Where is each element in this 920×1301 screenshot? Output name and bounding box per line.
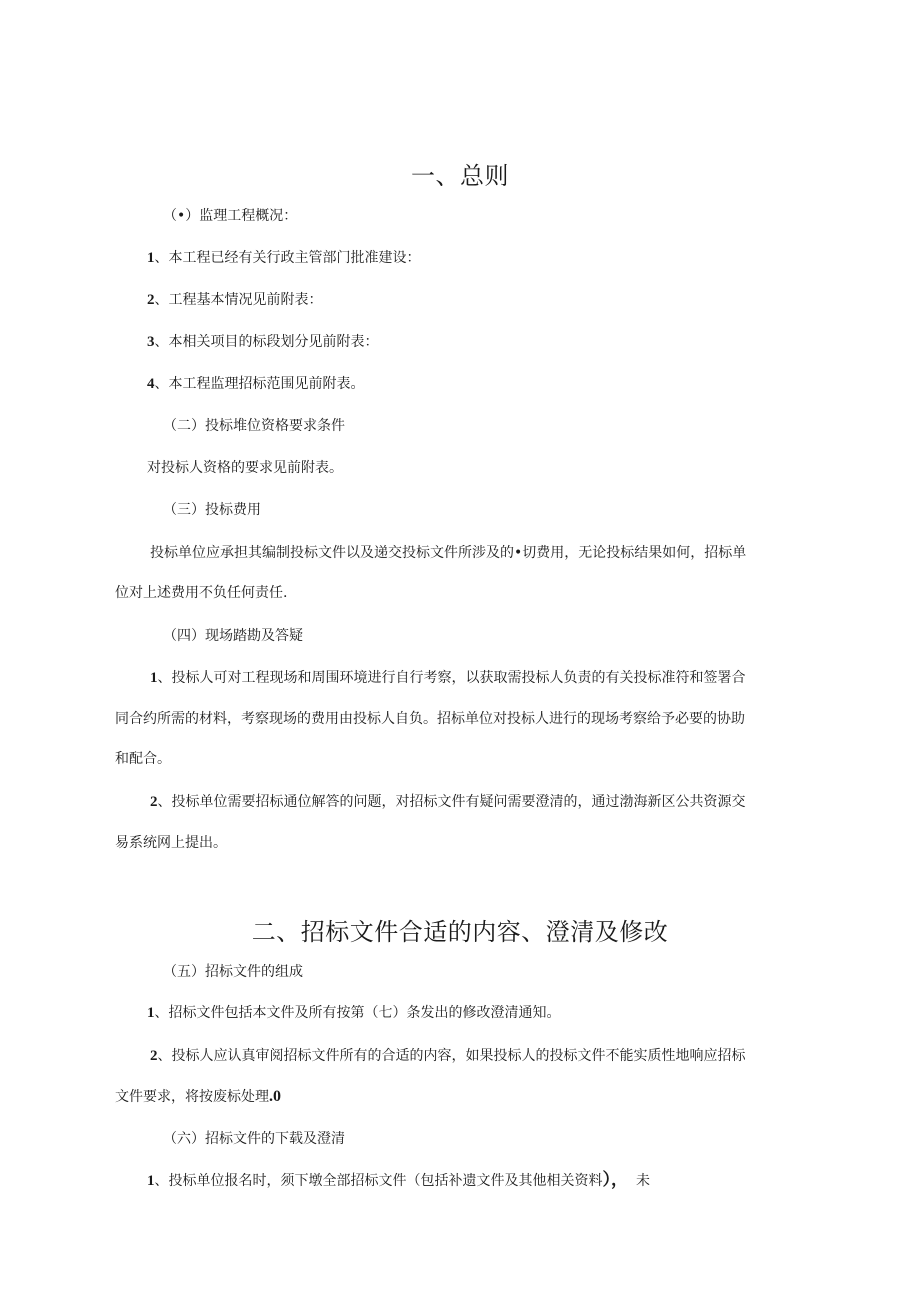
list-item	[147, 374, 365, 394]
paragraph-line	[115, 1087, 281, 1107]
section-2-title: 二、招标文件合适的内容、澄清及修改	[251, 918, 669, 946]
list-item	[147, 1170, 650, 1191]
paragraph-line	[150, 792, 746, 812]
item-number: 1	[147, 250, 155, 266]
paragraph-line: 易系统网上提出。	[115, 835, 227, 851]
subsection-2-heading: （二）投标堆位资格要求条件	[163, 418, 345, 434]
item-tail: ），	[602, 1170, 628, 1189]
item-text: 、本工程监理招标范围见前附表。	[154, 376, 365, 392]
item-number: 1	[150, 670, 158, 686]
subsection-3-heading: （三）投标费用	[163, 502, 261, 518]
item-text: 、本工程已经有关行政主管部门批准建设：	[154, 250, 421, 266]
item-tail: .0	[269, 1088, 281, 1105]
paragraph-line: 和配合。	[115, 751, 171, 767]
subsection-6-heading: （六）招标文件的下载及澄清	[163, 1131, 345, 1147]
subsection-2-text: 对投标人资格的要求见前附表。	[147, 460, 343, 476]
section-1-title: 一、总则	[411, 162, 509, 190]
item-text: 、投标人应认真审阅招标文件所有的合适的内容，如果投标人的投标文件不能实质性地响应招标	[157, 1048, 746, 1064]
list-item	[147, 290, 323, 310]
paragraph-line	[150, 1046, 746, 1066]
paragraph-line: 投标单位应承担其编制投标文件以及递交投标文件所涉及的•切费用，无论投标结果如何，招标单	[150, 545, 747, 561]
item-number: 2	[150, 794, 158, 810]
list-item	[147, 332, 379, 352]
subsection-5-heading: （五）招标文件的组成	[163, 964, 303, 980]
item-number: 1	[147, 1173, 155, 1189]
item-number: 2	[147, 292, 155, 308]
item-text: 、投标单位需要招标通位解答的问题，对招标文件有疑问需要澄清的，通过渤海新区公共资源交	[157, 794, 746, 810]
item-text: 文件要求，将按废标处理	[115, 1089, 269, 1105]
paragraph-line	[150, 668, 746, 688]
subsection-4-heading: （四）现场踏勘及答疑	[163, 628, 303, 644]
item-number: 1	[147, 1005, 155, 1021]
subsection-1-heading: （•）监理工程概况：	[163, 208, 298, 224]
paragraph-line: 位对上述费用不负任何责任.	[115, 585, 288, 601]
item-text: 、工程基本情况见前附表：	[154, 292, 323, 308]
item-text: 、投标单位报名时，须下墩全部招标文件（包括补遗文件及其他相关资料	[154, 1173, 603, 1189]
item-text: 、本相关项目的标段划分见前附表：	[154, 334, 379, 350]
item-text: 、招标文件包括本文件及所有按第（七）条发出的修改澄清通知。	[154, 1005, 561, 1021]
list-item	[147, 248, 421, 268]
item-end: 未	[636, 1173, 650, 1189]
item-text: 、投标人可对工程现场和周围环境进行自行考察，以获取需投标人负责的有关投标准符和签署合	[157, 670, 746, 686]
item-number: 2	[150, 1048, 158, 1064]
item-number: 3	[147, 334, 155, 350]
paragraph-line: 同合约所需的材料，考察现场的费用由投标人自负。招标单位对投标人进行的现场考察给予必要的协助	[115, 711, 745, 727]
item-number: 4	[147, 376, 155, 392]
list-item	[147, 1003, 561, 1023]
